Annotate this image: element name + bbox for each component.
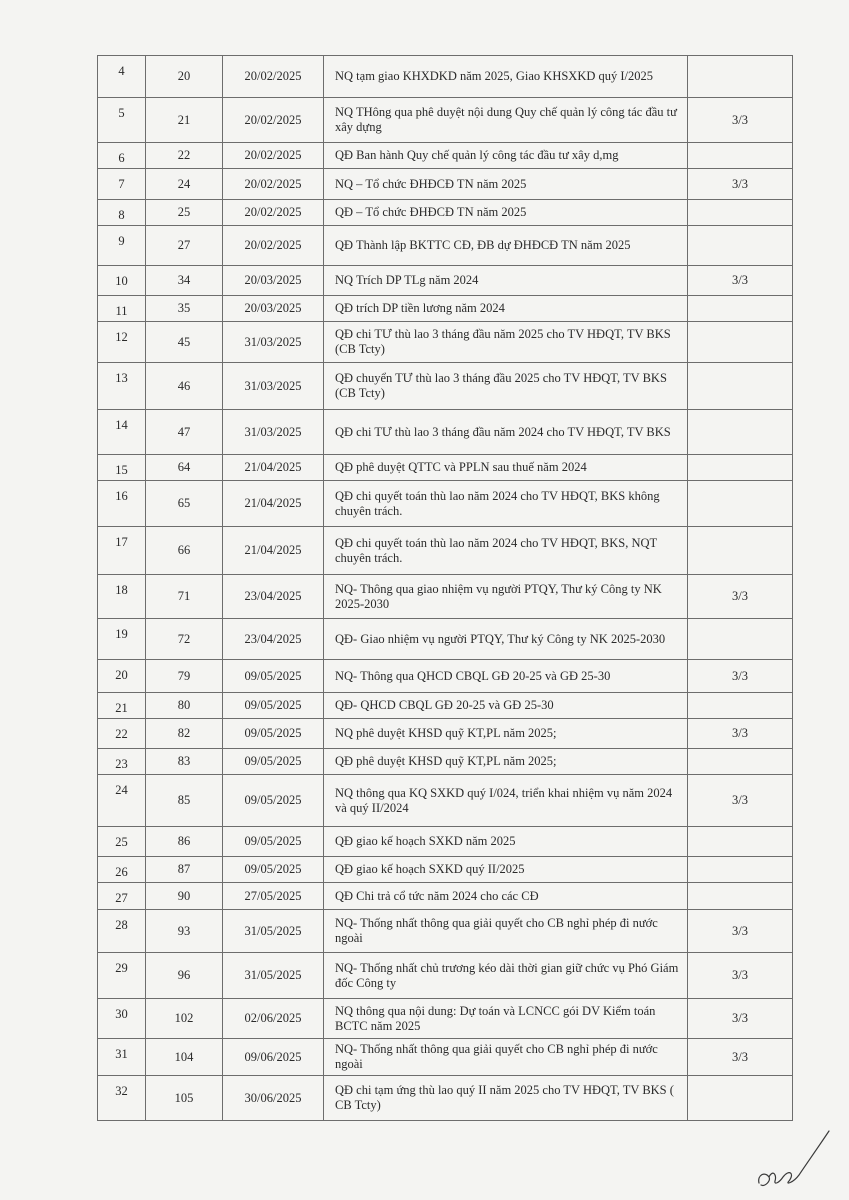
vote-result <box>688 1076 793 1121</box>
vote-result <box>688 410 793 455</box>
row-number: 18 <box>98 575 146 619</box>
vote-result <box>688 56 793 98</box>
document-number: 20 <box>146 56 223 98</box>
table-row <box>98 322 793 363</box>
table-row <box>98 719 793 749</box>
document-date: 09/05/2025 <box>223 660 324 693</box>
vote-result: 3/3 <box>688 953 793 999</box>
row-number: 12 <box>98 322 146 363</box>
row-number: 32 <box>98 1076 146 1121</box>
table-row <box>98 527 793 575</box>
vote-result <box>688 455 793 481</box>
row-number: 8 <box>98 200 146 226</box>
table-row <box>98 56 793 98</box>
document-content: QĐ chi quyết toán thù lao năm 2024 cho TV HĐQT, BKS không chuyên trách. <box>324 481 688 527</box>
document-number: 24 <box>146 169 223 200</box>
table-row <box>98 749 793 775</box>
table-row <box>98 660 793 693</box>
row-number: 22 <box>98 719 146 749</box>
document-content: NQ- Thống nhất thông qua giải quyết cho CB nghỉ phép đi nước ngoài <box>324 910 688 953</box>
document-number: 71 <box>146 575 223 619</box>
document-date: 20/02/2025 <box>223 200 324 226</box>
document-content: NQ tạm giao KHXDKD năm 2025, Giao KHSXKD quý I/2025 <box>324 56 688 98</box>
document-date: 09/05/2025 <box>223 775 324 827</box>
document-date: 31/05/2025 <box>223 953 324 999</box>
row-number: 5 <box>98 98 146 143</box>
table-body <box>98 56 793 1121</box>
document-content: QĐ phê duyệt QTTC và PPLN sau thuế năm 2024 <box>324 455 688 481</box>
document-content: NQ- Thống nhất thông qua giải quyết cho CB nghỉ phép đi nước ngoài <box>324 1039 688 1076</box>
resolutions-table <box>97 55 793 1121</box>
document-number: 87 <box>146 857 223 883</box>
document-number: 22 <box>146 143 223 169</box>
document-date: 09/05/2025 <box>223 719 324 749</box>
document-date: 20/02/2025 <box>223 226 324 266</box>
document-date: 30/06/2025 <box>223 1076 324 1121</box>
vote-result <box>688 619 793 660</box>
document-date: 23/04/2025 <box>223 575 324 619</box>
document-date: 21/04/2025 <box>223 527 324 575</box>
document-number: 64 <box>146 455 223 481</box>
vote-result <box>688 200 793 226</box>
row-number: 23 <box>98 749 146 775</box>
vote-result: 3/3 <box>688 775 793 827</box>
row-number: 6 <box>98 143 146 169</box>
document-number: 45 <box>146 322 223 363</box>
document-date: 09/05/2025 <box>223 857 324 883</box>
table-row <box>98 619 793 660</box>
table-row <box>98 953 793 999</box>
document-number: 93 <box>146 910 223 953</box>
row-number: 20 <box>98 660 146 693</box>
vote-result <box>688 749 793 775</box>
table-row <box>98 827 793 857</box>
row-number: 28 <box>98 910 146 953</box>
row-number: 14 <box>98 410 146 455</box>
document-date: 20/02/2025 <box>223 169 324 200</box>
document-number: 46 <box>146 363 223 410</box>
document-number: 66 <box>146 527 223 575</box>
document-date: 09/05/2025 <box>223 827 324 857</box>
row-number: 26 <box>98 857 146 883</box>
document-number: 86 <box>146 827 223 857</box>
document-content: QĐ- QHCD CBQL GĐ 20-25 và GĐ 25-30 <box>324 693 688 719</box>
document-content: NQ- Thông qua QHCD CBQL GĐ 20-25 và GĐ 25-30 <box>324 660 688 693</box>
document-date: 20/02/2025 <box>223 143 324 169</box>
document-date: 09/06/2025 <box>223 1039 324 1076</box>
document-number: 83 <box>146 749 223 775</box>
document-content: QĐ chi tạm ứng thù lao quý II năm 2025 cho TV HĐQT, TV BKS ( CB Tcty) <box>324 1076 688 1121</box>
document-date: 21/04/2025 <box>223 455 324 481</box>
vote-result <box>688 296 793 322</box>
vote-result <box>688 693 793 719</box>
vote-result <box>688 883 793 910</box>
table-row <box>98 143 793 169</box>
table-row <box>98 455 793 481</box>
document-number: 80 <box>146 693 223 719</box>
signature-mark <box>755 1125 835 1190</box>
table-row <box>98 857 793 883</box>
row-number: 7 <box>98 169 146 200</box>
document-content: QĐ – Tổ chức ĐHĐCĐ TN năm 2025 <box>324 200 688 226</box>
document-date: 02/06/2025 <box>223 999 324 1039</box>
document-content: NQ – Tổ chức ĐHĐCĐ TN năm 2025 <box>324 169 688 200</box>
document-number: 65 <box>146 481 223 527</box>
table-row <box>98 693 793 719</box>
document-number: 102 <box>146 999 223 1039</box>
table-row <box>98 775 793 827</box>
vote-result: 3/3 <box>688 98 793 143</box>
document-number: 104 <box>146 1039 223 1076</box>
row-number: 29 <box>98 953 146 999</box>
document-content: QĐ chi TƯ thù lao 3 tháng đầu năm 2024 cho TV HĐQT, TV BKS <box>324 410 688 455</box>
table-row <box>98 98 793 143</box>
document-date: 21/04/2025 <box>223 481 324 527</box>
vote-result <box>688 226 793 266</box>
document-number: 34 <box>146 266 223 296</box>
vote-result <box>688 857 793 883</box>
vote-result: 3/3 <box>688 266 793 296</box>
table-row <box>98 1076 793 1121</box>
vote-result: 3/3 <box>688 169 793 200</box>
vote-result <box>688 527 793 575</box>
document-content: QĐ chuyển TƯ thù lao 3 tháng đầu 2025 cho TV HĐQT, TV BKS (CB Tcty) <box>324 363 688 410</box>
document-content: QĐ- Giao nhiệm vụ người PTQY, Thư ký Công ty NK 2025-2030 <box>324 619 688 660</box>
table-row <box>98 883 793 910</box>
table-row <box>98 1039 793 1076</box>
table-row <box>98 200 793 226</box>
document-date: 20/03/2025 <box>223 296 324 322</box>
table-row <box>98 999 793 1039</box>
vote-result <box>688 363 793 410</box>
vote-result: 3/3 <box>688 999 793 1039</box>
document-content: QĐ Chi trả cổ tức năm 2024 cho các CĐ <box>324 883 688 910</box>
document-content: QĐ phê duyệt KHSD quỹ KT,PL năm 2025; <box>324 749 688 775</box>
table-row <box>98 169 793 200</box>
row-number: 25 <box>98 827 146 857</box>
document-content: NQ thông qua KQ SXKD quý I/024, triển khai nhiệm vụ năm 2024 và quý II/2024 <box>324 775 688 827</box>
document-date: 31/05/2025 <box>223 910 324 953</box>
table-row <box>98 296 793 322</box>
document-number: 25 <box>146 200 223 226</box>
document-content: NQ phê duyệt KHSD quỹ KT,PL năm 2025; <box>324 719 688 749</box>
table-row <box>98 575 793 619</box>
vote-result <box>688 827 793 857</box>
row-number: 10 <box>98 266 146 296</box>
table-row <box>98 910 793 953</box>
row-number: 31 <box>98 1039 146 1076</box>
document-number: 96 <box>146 953 223 999</box>
vote-result: 3/3 <box>688 575 793 619</box>
row-number: 17 <box>98 527 146 575</box>
row-number: 15 <box>98 455 146 481</box>
row-number: 13 <box>98 363 146 410</box>
document-content: QĐ chi TƯ thù lao 3 tháng đầu năm 2025 cho TV HĐQT, TV BKS (CB Tcty) <box>324 322 688 363</box>
vote-result <box>688 143 793 169</box>
document-number: 35 <box>146 296 223 322</box>
row-number: 11 <box>98 296 146 322</box>
document-content: NQ- Thông qua giao nhiệm vụ người PTQY, Thư ký Công ty NK 2025-2030 <box>324 575 688 619</box>
document-date: 31/03/2025 <box>223 363 324 410</box>
document-number: 90 <box>146 883 223 910</box>
row-number: 27 <box>98 883 146 910</box>
document-date: 27/05/2025 <box>223 883 324 910</box>
document-date: 20/03/2025 <box>223 266 324 296</box>
table-row <box>98 481 793 527</box>
document-number: 72 <box>146 619 223 660</box>
vote-result: 3/3 <box>688 910 793 953</box>
document-number: 27 <box>146 226 223 266</box>
document-number: 79 <box>146 660 223 693</box>
row-number: 4 <box>98 56 146 98</box>
document-date: 09/05/2025 <box>223 749 324 775</box>
document-number: 82 <box>146 719 223 749</box>
row-number: 21 <box>98 693 146 719</box>
document-date: 31/03/2025 <box>223 410 324 455</box>
document-date: 31/03/2025 <box>223 322 324 363</box>
row-number: 16 <box>98 481 146 527</box>
document-number: 21 <box>146 98 223 143</box>
row-number: 9 <box>98 226 146 266</box>
document-date: 09/05/2025 <box>223 693 324 719</box>
document-content: NQ Trích DP TLg năm 2024 <box>324 266 688 296</box>
vote-result <box>688 322 793 363</box>
document-content: QĐ giao kế hoạch SXKD quý II/2025 <box>324 857 688 883</box>
document-content: NQ- Thống nhất chủ trương kéo dài thời gian giữ chức vụ Phó Giám đốc Công ty <box>324 953 688 999</box>
document-date: 20/02/2025 <box>223 56 324 98</box>
document-content: NQ THông qua phê duyệt nội dung Quy chế quản lý công tác đầu tư xây dựng <box>324 98 688 143</box>
document-content: QĐ trích DP tiền lương năm 2024 <box>324 296 688 322</box>
vote-result: 3/3 <box>688 660 793 693</box>
table-row <box>98 266 793 296</box>
document-content: QĐ chi quyết toán thù lao năm 2024 cho TV HĐQT, BKS, NQT chuyên trách. <box>324 527 688 575</box>
document-content: QĐ giao kế hoạch SXKD năm 2025 <box>324 827 688 857</box>
row-number: 30 <box>98 999 146 1039</box>
document-content: QĐ Ban hành Quy chế quản lý công tác đầu tư xây d,mg <box>324 143 688 169</box>
table-row <box>98 410 793 455</box>
vote-result <box>688 481 793 527</box>
row-number: 24 <box>98 775 146 827</box>
document-content: NQ thông qua nội dung: Dự toán và LCNCC gói DV Kiểm toán BCTC năm 2025 <box>324 999 688 1039</box>
document-content: QĐ Thành lập BKTTC CĐ, ĐB dự ĐHĐCĐ TN năm 2025 <box>324 226 688 266</box>
table-row <box>98 226 793 266</box>
vote-result: 3/3 <box>688 719 793 749</box>
document-number: 85 <box>146 775 223 827</box>
table-row <box>98 363 793 410</box>
vote-result: 3/3 <box>688 1039 793 1076</box>
document-number: 105 <box>146 1076 223 1121</box>
document-number: 47 <box>146 410 223 455</box>
document-date: 23/04/2025 <box>223 619 324 660</box>
document-date: 20/02/2025 <box>223 98 324 143</box>
row-number: 19 <box>98 619 146 660</box>
